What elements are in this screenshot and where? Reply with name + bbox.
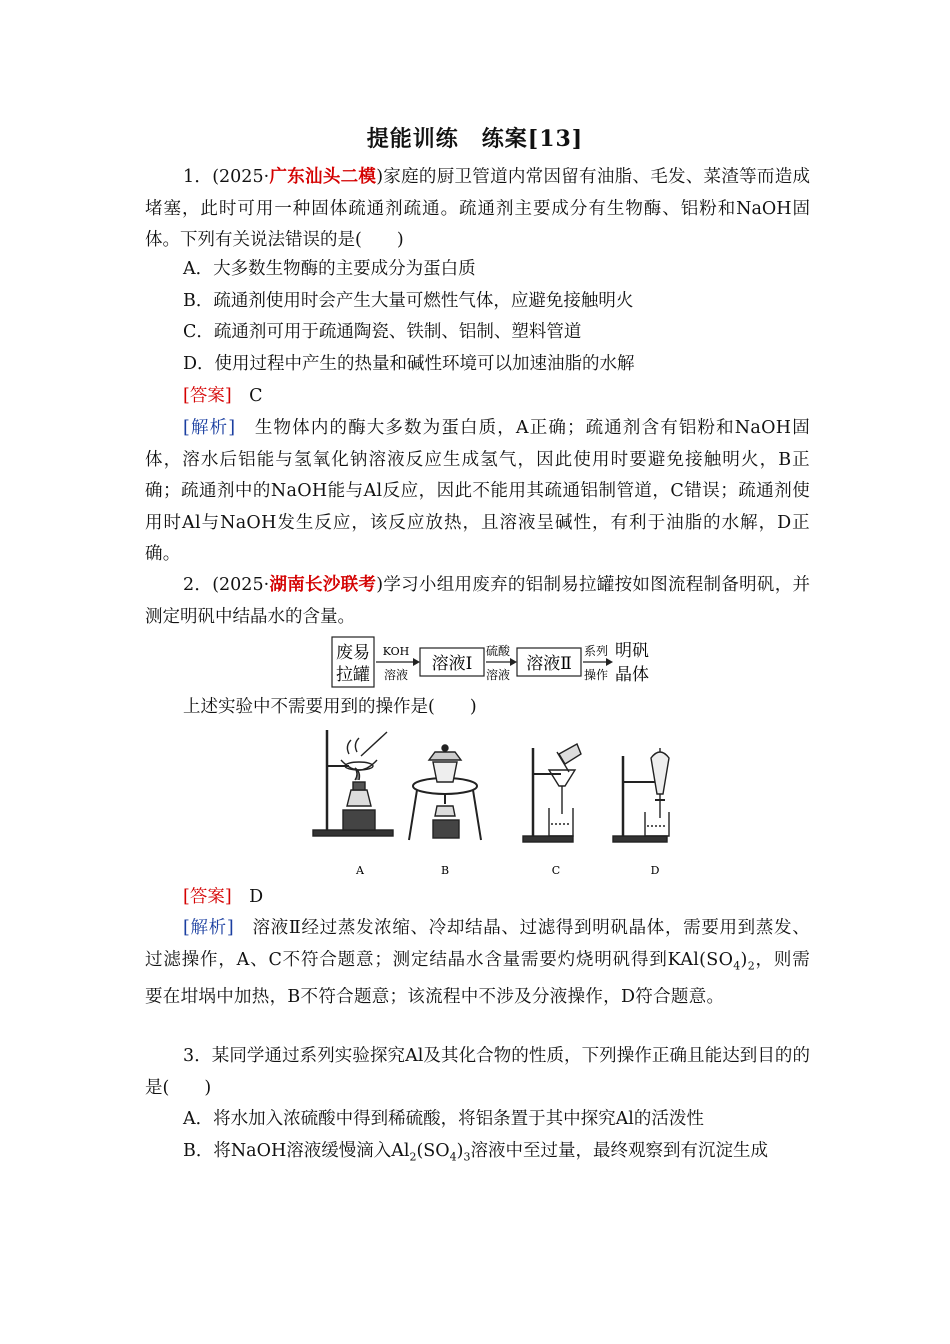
apparatus-label-c: C xyxy=(551,864,561,877)
flow-end-line1: 明矾 xyxy=(615,641,649,661)
question-1-analysis: [解析] 生物体内的酶大多数为蛋白质，A正确；疏通剂含有铝粉和NaOH固体，溶水后铝能与氢氧化钠溶液反应生成氢气，因此使用时要避免接触明火，B正确；疏通剂中的NaOH能与Al反应，因此不能用其疏通铝制管道，C错误；疏通剂使用时Al与NaOH发生反应，该反应放热，且溶液呈碱性，有利于油脂的水解，D正确。 xyxy=(145,418,810,564)
flow-arrow1-bottom: 溶液 xyxy=(383,668,409,682)
apparatus-label-d: D xyxy=(650,864,660,877)
flow-arrow2-bottom: 溶液 xyxy=(485,668,511,682)
apparatus-label-a: A xyxy=(356,864,364,877)
apparatus-c-filtration xyxy=(523,744,581,842)
flow-arrow2-top: 硫酸 xyxy=(485,644,511,658)
apparatus-d-separatory-funnel xyxy=(613,748,669,842)
flow-arrowhead-1 xyxy=(413,658,420,666)
page-title: 提能训练 练案[13] xyxy=(366,126,584,152)
question-2-answer: [答案] D xyxy=(183,887,264,907)
flow-box1-label: 溶液Ⅰ xyxy=(431,654,473,674)
flow-arrow1-top: KOH xyxy=(382,645,410,658)
answer-label: [答案] xyxy=(183,887,232,907)
question-1-source: 广东汕头二模 xyxy=(269,167,377,187)
question-1-option-d: D．使用过程中产生的热量和碱性环境可以加速油脂的水解 xyxy=(183,354,635,374)
question-2-analysis: [解析] 溶液Ⅱ经过蒸发浓缩、冷却结晶、过滤得到明矾晶体，需要用到蒸发、过滤操作，A、C不符合题意；测定结晶水含量需要灼烧明矾得到$KAl(SO_4)_2$，则需要在坩埚中加热，B不符合题意；该流程中不涉及分液操作，D符合题意。 xyxy=(145,918,810,1007)
flow-arrow3-top: 系列 xyxy=(583,644,609,658)
question-2-stem: 2．(2025·湖南长沙联考)学习小组用废弃的铝制易拉罐按如图流程制备明矾，并测定明矾中结晶水的含量。 xyxy=(145,575,811,627)
question-1-option-b: B．疏通剂使用时会产生大量可燃性气体，应避免接触明火 xyxy=(183,291,634,311)
flow-diagram xyxy=(330,634,660,690)
flow-arrowhead-3 xyxy=(606,658,613,666)
apparatus-label-b: B xyxy=(440,864,450,877)
question-1-option-a: A．大多数生物酶的主要成分为蛋白质 xyxy=(183,259,476,279)
question-1-stem: 1．(2025·广东汕头二模)家庭的厨卫管道内常因留有油脂、毛发、菜渣等而造成堵塞，此时可用一种固体疏通剂疏通。疏通剂主要成分有生物酶、铝粉和NaOH固体。下列有关说法错误的是( ) xyxy=(145,167,811,250)
flow-box2-label: 溶液Ⅱ xyxy=(526,654,572,674)
question-1-option-c: C．疏通剂可用于疏通陶瓷、铁制、铝制、塑料管道 xyxy=(183,322,582,342)
apparatus-figure xyxy=(305,724,685,880)
question-3-option-a: A．将水加入浓硫酸中得到稀硫酸，将铝条置于其中探究Al的活泼性 xyxy=(183,1109,704,1129)
flow-arrowhead-2 xyxy=(510,658,517,666)
question-2-question: 上述实验中不需要用到的操作是( ) xyxy=(183,697,477,717)
apparatus-b-crucible xyxy=(409,745,481,840)
flow-start-line1: 废易 xyxy=(336,643,370,663)
answer-label: [答案] xyxy=(183,386,232,406)
analysis-label: [解析] xyxy=(183,418,236,438)
question-3-stem: 3．某同学通过系列实验探究Al及其化合物的性质，下列操作正确且能达到目的的是( ) xyxy=(145,1046,810,1098)
question-3-option-b: B．将NaOH溶液缓慢滴入$Al_2(SO_4)_3$溶液中至过量，最终观察到有沉淀生成 xyxy=(183,1141,768,1164)
question-1-answer: [答案] C xyxy=(183,386,263,406)
analysis-label: [解析] xyxy=(183,918,234,938)
flow-arrow3-bottom: 操作 xyxy=(583,668,609,682)
question-2-source: 湖南长沙联考 xyxy=(269,575,377,595)
flow-start-line2: 拉罐 xyxy=(336,665,370,685)
apparatus-a-evaporation xyxy=(313,730,393,836)
flow-end-line2: 晶体 xyxy=(615,665,649,685)
